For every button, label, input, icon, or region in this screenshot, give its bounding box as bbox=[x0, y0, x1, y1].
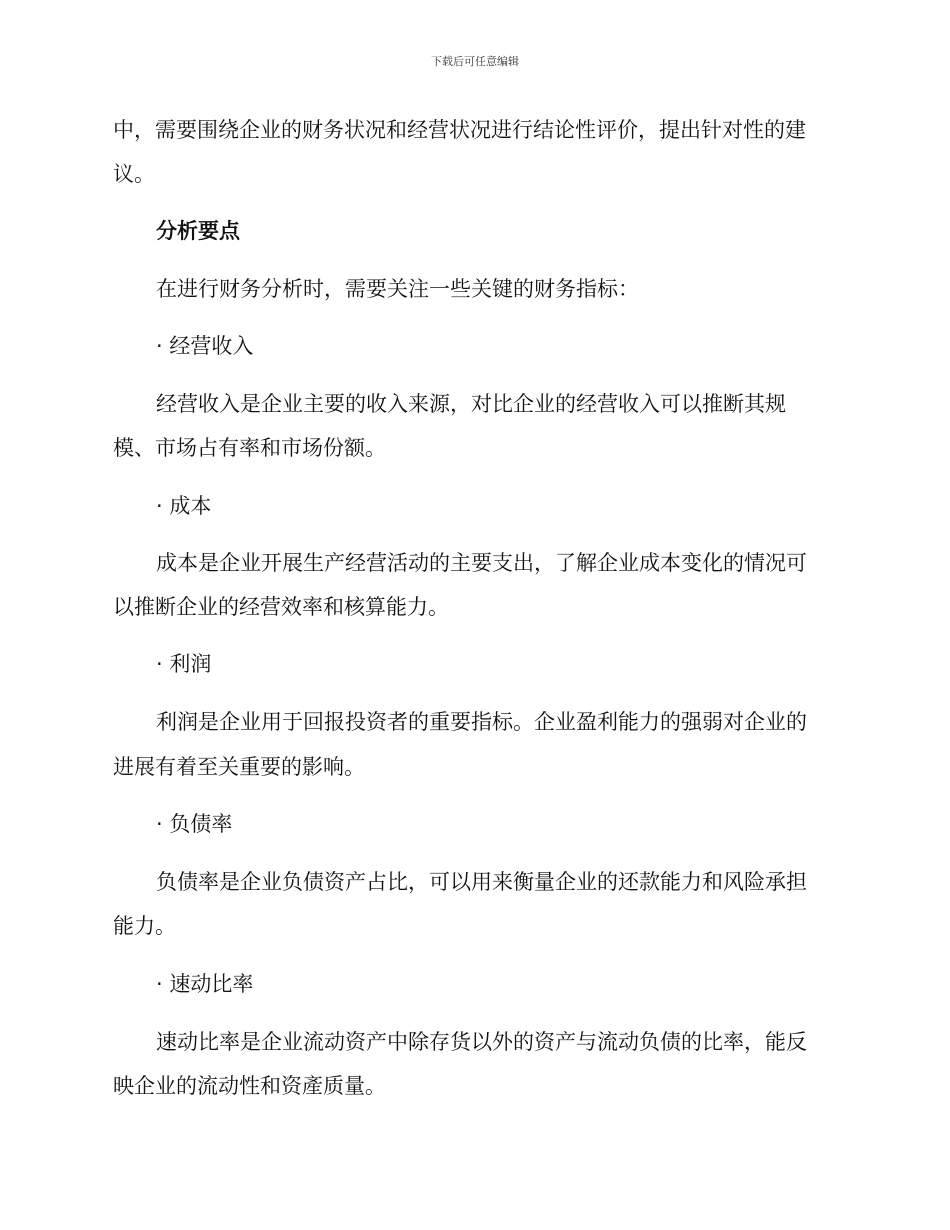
bullet-title-cost: · 成本 bbox=[156, 494, 212, 518]
bullet-title-profit: · 利润 bbox=[156, 652, 212, 676]
lead-paragraph: 在进行财务分析时，需要关注一些关键的财务指标： bbox=[156, 277, 639, 301]
intro-line-2: 议。 bbox=[113, 162, 155, 186]
bullet-title-debt-ratio: · 负债率 bbox=[156, 812, 233, 836]
bullet-title-revenue: · 经营收入 bbox=[156, 334, 254, 358]
section-heading: 分析要点 bbox=[156, 219, 240, 243]
debt-ratio-paragraph-line-2: 能力。 bbox=[113, 914, 176, 938]
quick-ratio-paragraph-line-1: 速动比率是企业流动资产中除存货以外的资产与流动负债的比率，能反 bbox=[156, 1030, 807, 1054]
revenue-paragraph-line-2: 模、市场占有率和市场份额。 bbox=[113, 436, 386, 460]
cost-paragraph-line-2: 以推断企业的经营效率和核算能力。 bbox=[113, 595, 449, 619]
page-header: 下载后可任意编辑 bbox=[431, 55, 519, 68]
revenue-paragraph-line-1: 经营收入是企业主要的收入来源，对比企业的经营收入可以推断其规 bbox=[156, 392, 786, 416]
profit-paragraph-line-2: 进展有着至关重要的影响。 bbox=[113, 755, 365, 779]
cost-paragraph-line-1: 成本是企业开展生产经营活动的主要支出，了解企业成本变化的情况可 bbox=[156, 551, 807, 575]
quick-ratio-paragraph-line-2: 映企业的流动性和资產质量。 bbox=[113, 1074, 386, 1098]
bullet-title-quick-ratio: · 速动比率 bbox=[156, 972, 254, 996]
intro-line-1: 中，需要围绕企业的财务状况和经营状况进行结论性评价，提出针对性的建 bbox=[113, 118, 806, 142]
debt-ratio-paragraph-line-1: 负债率是企业负债资产占比，可以用来衡量企业的还款能力和风险承担 bbox=[156, 870, 807, 894]
profit-paragraph-line-1: 利润是企业用于回报投资者的重要指标。企业盈利能力的强弱对企业的 bbox=[156, 710, 807, 734]
